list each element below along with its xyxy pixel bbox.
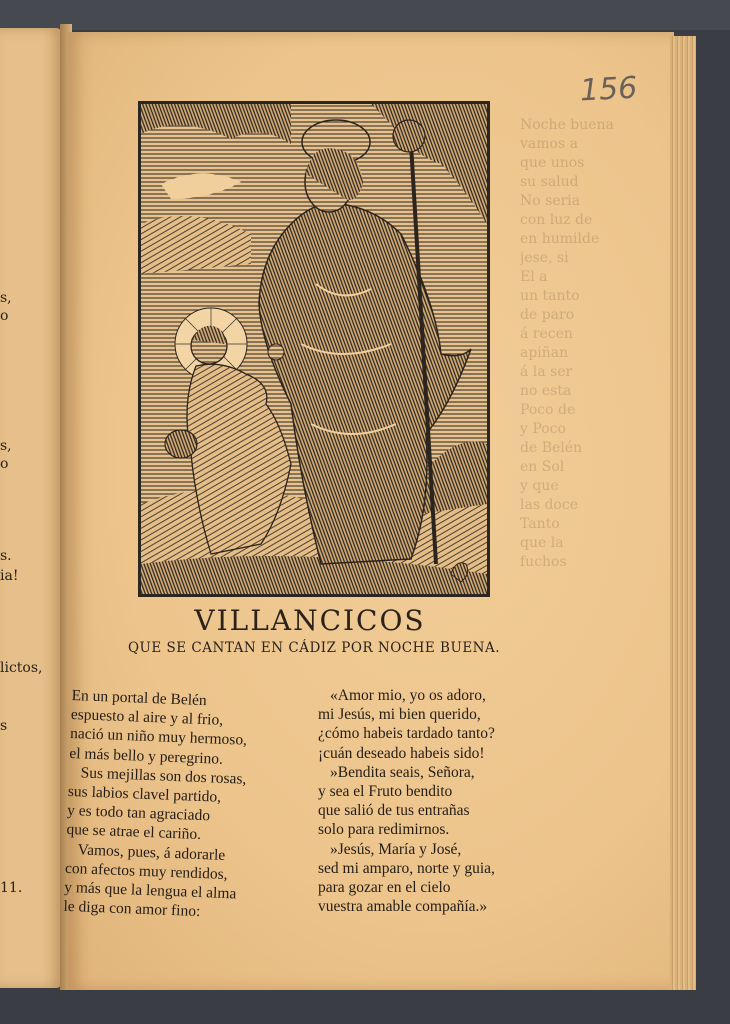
poem-right-column (318, 686, 558, 916)
verse-line: En un portal de Belén (71, 686, 208, 710)
verse-line: y más que la lengua el alma (63, 878, 237, 903)
verse-line: le diga con amor fino: (63, 898, 201, 921)
verse-line: »Jesús, María y José, (330, 840, 462, 858)
verse-line: sus labios clavel partido, (67, 782, 222, 806)
verse-line: Vamos, pues, á adorarle (77, 840, 226, 864)
verse-line: mi Jesús, mi bien querido, (318, 706, 481, 724)
verse-line: espuesto al aire y al frio, (70, 706, 224, 730)
poem-subtitle: QUE SE CANTAN EN CÁDIZ POR NOCHE BUENA. (127, 640, 501, 656)
scanner-background-top (0, 0, 730, 30)
left-page-fragment: s. (0, 548, 12, 564)
left-page-fragment: o (0, 456, 9, 472)
verse-line: ¡cuán deseado habeis sido! (318, 744, 485, 762)
verse-line: para gozar en el cielo (318, 879, 451, 897)
left-page-fragment: s (0, 718, 8, 734)
verse-line: «Amor mio, yo os adoro, (330, 687, 486, 704)
verse-line: vuestra amable compañía.» (318, 898, 488, 916)
left-page (0, 28, 62, 988)
left-page-fragment: ia! (0, 568, 19, 584)
poem-left-column (63, 686, 312, 925)
poem-title: VILLANCICOS (194, 604, 426, 637)
verse-line: ¿cómo habeis tardado tanto? (318, 725, 495, 743)
verse-line: y sea el Fruto bendito (318, 783, 453, 801)
verse-line: solo para redimirnos. (318, 821, 450, 839)
left-page-fragment: o (0, 308, 9, 324)
verse-line: que se atrae el cariño. (66, 821, 202, 844)
verse-line: y es todo tan agraciado (66, 802, 211, 825)
verse-line: »Bendita seais, Señora, (330, 763, 475, 781)
left-page-fragment: s, (0, 290, 12, 306)
verse-line: sed mi amparo, norte y guia, (318, 859, 495, 877)
handwritten-page-number: 156 (579, 70, 639, 109)
verse-line: Sus mejillas son dos rosas, (80, 764, 247, 788)
verse-line: nació un niño muy hermoso, (69, 725, 248, 750)
left-page-fragment: lictos, (0, 660, 43, 676)
left-page-fragment: 11. (0, 880, 23, 896)
woodcut-illustration (138, 101, 490, 597)
left-page-fragment: s, (0, 438, 12, 454)
show-through-text: Noche buena vamos a que unos su salud No seria con luz de en humilde jese, si El a un tanto de paro á recen apiñan á la ser no esta Poco de y Poco de Belén en Sol y que las doce Tanto que la fuchos (520, 117, 614, 570)
page-edges (670, 36, 696, 990)
verse-line: con afectos muy rendidos, (64, 859, 228, 883)
verse-line: el más bello y peregrino. (69, 744, 224, 768)
verse-line: que salió de tus entrañas (318, 802, 470, 820)
